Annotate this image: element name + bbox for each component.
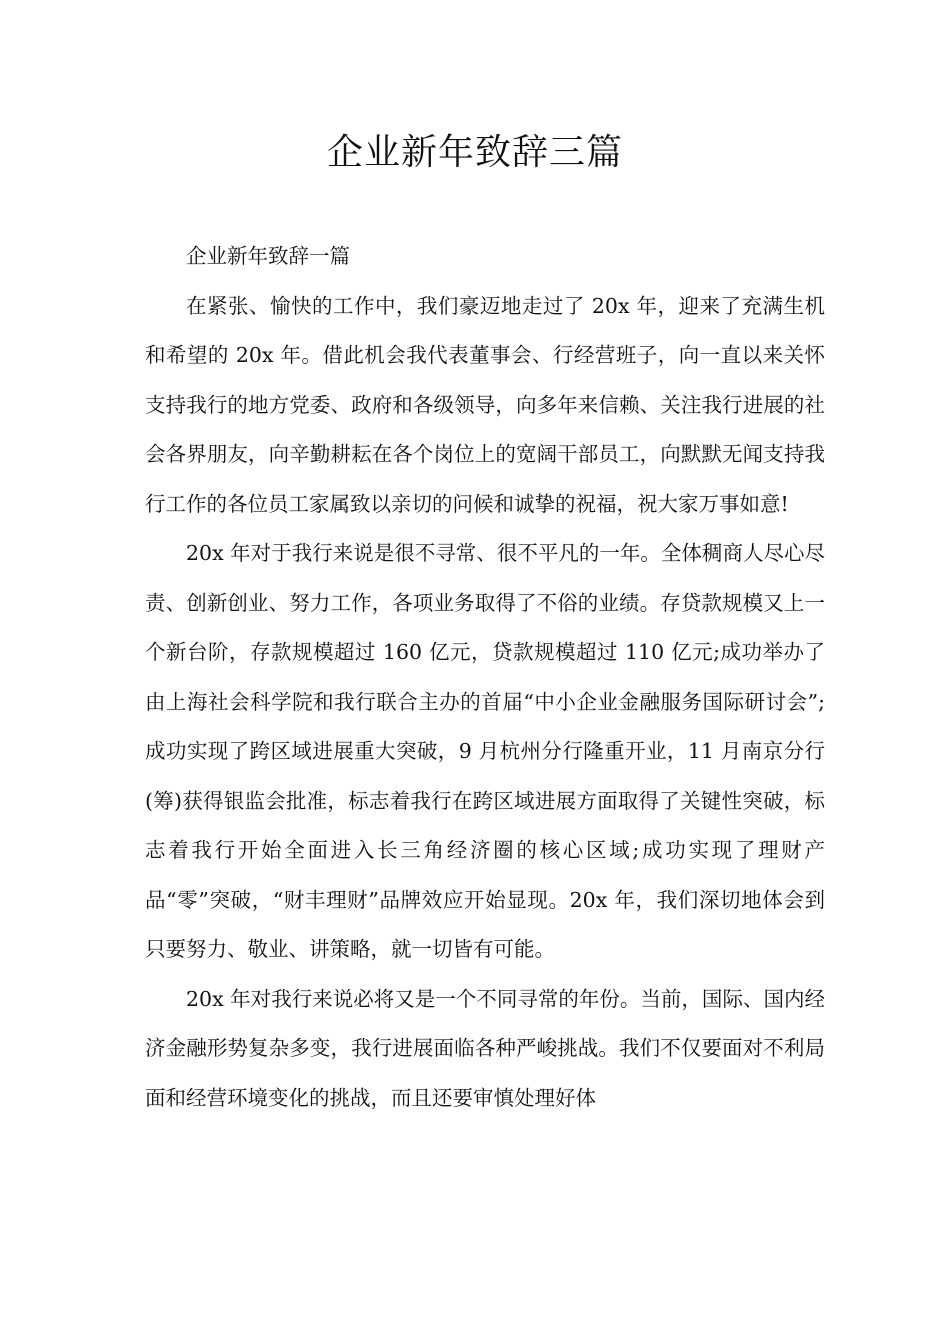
document-title: 企业新年致辞三篇 bbox=[326, 132, 623, 173]
document-body bbox=[145, 232, 825, 1123]
paragraph-1: 在紧张、愉快的工作中，我们豪迈地走过了 20x 年，迎来了充满生机和希望的 20x 年。借此机会我代表董事会、行经营班子，向一直以来关怀支持我行的地方党委、政府和各级领导，向多年来信赖、关注我行进展的社会各界朋友，向辛勤耕耘在各个岗位上的宽阔干部员工，向默默无闻支持我行工作的各位员工家属致以亲切的问候和诚挚的祝福，祝大家万事如意! bbox=[145, 293, 825, 516]
paragraph-2: 20x 年对于我行来说是很不寻常、很不平凡的一年。全体稠商人尽心尽责、创新创业、努力工作，各项业务取得了不俗的业绩。存贷款规模又上一个新台阶，存款规模超过 160 亿元，贷款规模超过 110 亿元;成功举办了由上海社会科学院和我行联合主办的首届“中小企业金融服务国际研讨会”;成功实现了跨区域进展重大突破，9 月杭州分行隆重开业，11 月南京分行(筹)获得银监会批准，标志着我行在跨区域进展方面取得了关键性突破，标志着我行开始全面进入长三角经济圈的核心区域;成功实现了理财产品“零”突破，“财丰理财”品牌效应开始显现。20x 年，我们深切地体会到只要努力、敬业、讲策略，就一切皆有可能。 bbox=[145, 541, 825, 961]
section-heading: 企业新年致辞一篇 bbox=[186, 244, 350, 268]
paragraph-3: 20x 年对我行来说必将又是一个不同寻常的年份。当前，国际、国内经济金融形势复杂多变，我行进展面临各种严峻挑战。我们不仅要面对不利局面和经营环境变化的挑战，而且还要审慎处理好体 bbox=[145, 986, 825, 1110]
